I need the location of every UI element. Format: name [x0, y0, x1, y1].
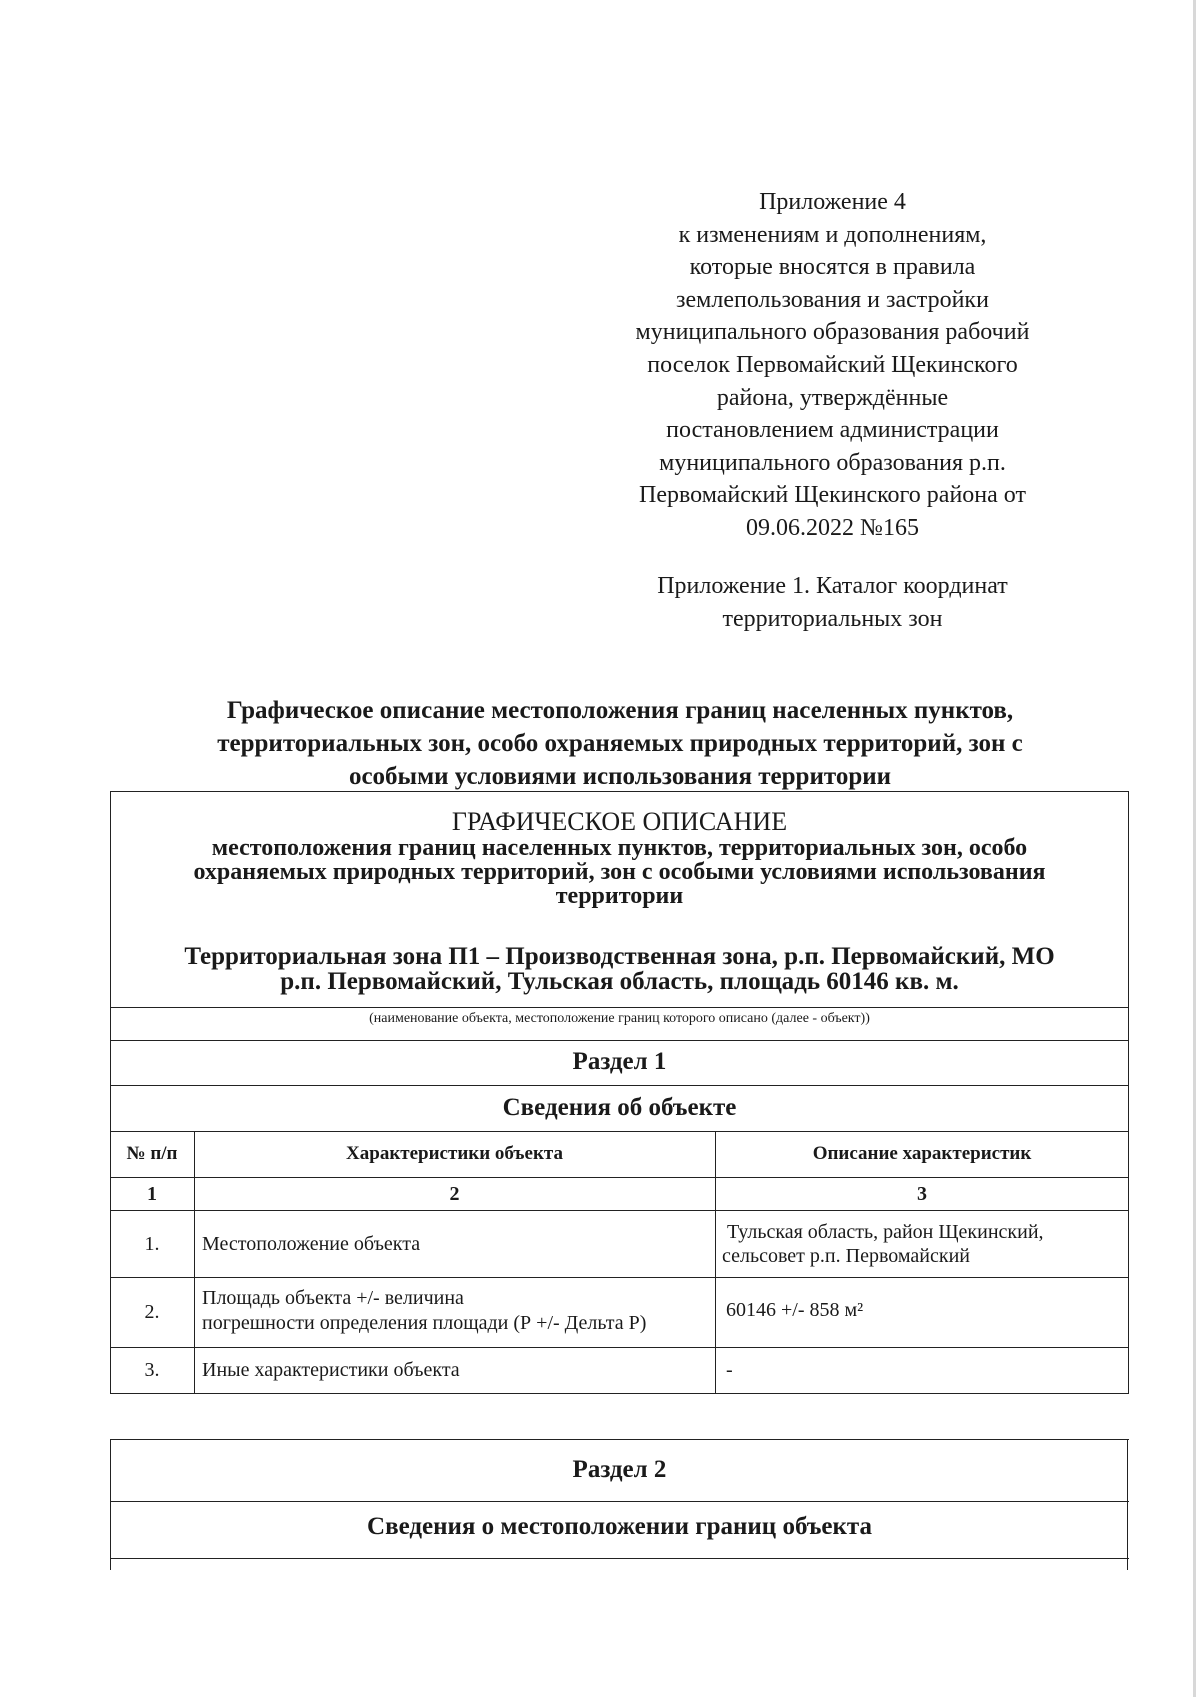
row-name: погрешности определения площади (Р +/- Дельта Р) — [202, 1312, 647, 1334]
object-caption: (наименование объекта, местоположение границ которого описано (далее - объект)) — [369, 1011, 870, 1026]
document-title — [120, 694, 1120, 793]
column-header: Описание характеристик — [812, 1143, 1032, 1164]
heading-line: охраняемых природных территорий, зон с особыми условиями использования — [193, 859, 1046, 885]
appendix-line: Приложение 4 — [759, 189, 906, 215]
appendix-line: Первомайский Щекинского района от — [639, 482, 1026, 509]
heading-line: местоположения границ населенных пунктов, территориальных зон, особо — [211, 835, 1028, 861]
divider — [110, 1040, 1129, 1041]
title-line: территориальных зон, особо охраняемых природных территорий, зон с — [217, 730, 1023, 757]
column-number: 3 — [917, 1183, 927, 1205]
section-2-title: Сведения о местоположении границ объекта — [367, 1513, 872, 1540]
appendix-line: района, утверждённые — [716, 384, 949, 411]
column-header: № п/п — [126, 1143, 178, 1164]
column-number: 1 — [147, 1183, 157, 1205]
appendix-line: 09.06.2022 №165 — [746, 514, 919, 541]
divider — [110, 1558, 1129, 1559]
appendix-sub-line: территориальных зон — [722, 606, 943, 632]
row-name: Площадь объекта +/- величина — [202, 1287, 464, 1309]
row-value: сельсовет р.п. Первомайский — [722, 1245, 970, 1267]
scan-edge — [1193, 0, 1196, 1697]
row-value: - — [726, 1359, 733, 1381]
divider — [110, 1501, 1129, 1502]
column-line — [194, 1131, 195, 1393]
row-number: 1. — [144, 1233, 160, 1255]
divider — [110, 1210, 1129, 1211]
column-header: Характеристики объекта — [346, 1143, 563, 1164]
divider — [110, 1277, 1129, 1278]
section-1-title: Сведения об объекте — [502, 1094, 737, 1121]
object-line: р.п. Первомайский, Тульская область, площадь 60146 кв. м. — [280, 968, 959, 995]
column-line — [715, 1131, 716, 1393]
object-line: Территориальная зона П1 – Производственная зона, р.п. Первомайский, МО — [184, 943, 1055, 970]
appendix-line: муниципального образования р.п. — [659, 449, 1006, 476]
divider — [110, 1131, 1129, 1132]
row-name: Местоположение объекта — [202, 1233, 421, 1255]
appendix-subheader — [560, 570, 1105, 636]
row-number: 3. — [144, 1359, 160, 1381]
heading-line: территории — [555, 883, 684, 909]
appendix-line: землепользования и застройки — [676, 286, 989, 313]
title-line: особыми условиями использования территории — [348, 763, 892, 790]
divider — [110, 1007, 1129, 1008]
section-1-label: Раздел 1 — [572, 1048, 667, 1075]
appendix-line: к изменениям и дополнениям, — [678, 221, 987, 248]
table-2-top — [110, 1439, 1129, 1440]
row-value: Тульская область, район Щекинский, — [722, 1221, 1044, 1243]
section-2-label: Раздел 2 — [572, 1456, 667, 1483]
appendix-line: поселок Первомайский Щекинского — [647, 351, 1018, 378]
divider — [110, 1347, 1129, 1348]
column-number: 2 — [449, 1183, 460, 1205]
row-value: 60146 +/- 858 м² — [726, 1299, 864, 1321]
table-heading: ГРАФИЧЕСКОЕ ОПИСАНИЕ — [451, 807, 788, 836]
appendix-line: которые вносятся в правила — [689, 254, 976, 281]
appendix-sub-line: Приложение 1. Каталог координат — [657, 573, 1008, 599]
row-name: Иные характеристики объекта — [202, 1359, 460, 1381]
divider — [110, 1177, 1129, 1178]
appendix-line: постановлением администрации — [666, 417, 999, 444]
appendix-line: муниципального образования рабочий — [635, 319, 1030, 346]
row-number: 2. — [144, 1301, 160, 1323]
divider — [110, 1085, 1129, 1086]
title-line: Графическое описание местоположения границ населенных пунктов, — [226, 697, 1014, 724]
appendix-header — [560, 186, 1105, 545]
